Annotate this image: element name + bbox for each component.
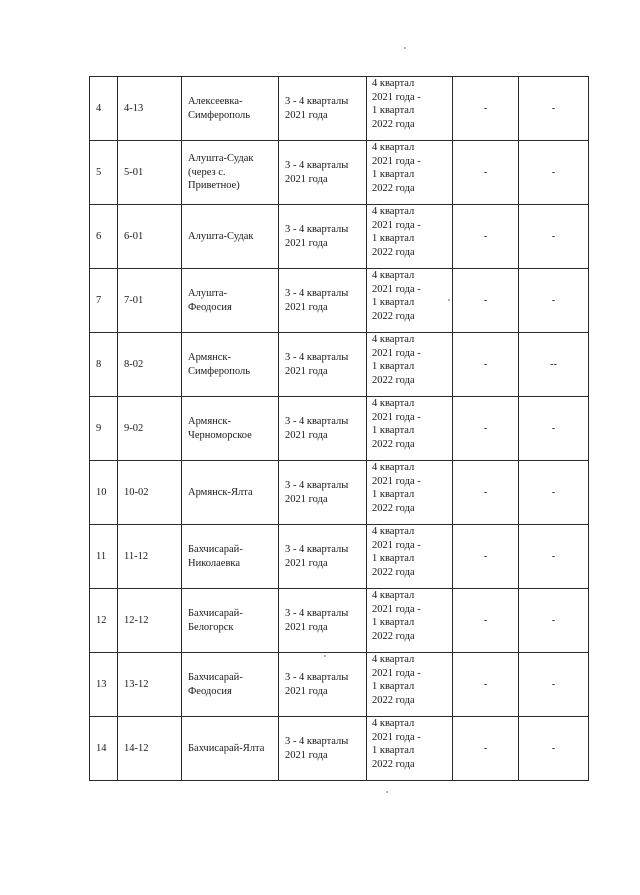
row-number: 12	[90, 589, 118, 653]
period-text: 3 - 4 кварталы 2021 года	[285, 352, 349, 377]
scan-speck	[386, 791, 388, 793]
route-name-text: Бахчисарай-Ялта	[188, 742, 265, 754]
col-b-cell: -	[519, 525, 589, 589]
col-a-cell: -	[453, 717, 519, 781]
route-code: 6-01	[118, 205, 182, 269]
table-row	[90, 141, 589, 205]
row-number: 13	[90, 653, 118, 717]
col-a-cell: -	[453, 397, 519, 461]
term-text: 4 квартал 2021 года - 1 квартал 2022 года	[372, 78, 421, 130]
route-name-text: Алушта-Судак	[188, 230, 254, 242]
route-name-text: Алушта- Феодосия	[188, 288, 232, 313]
route-code: 4-13	[118, 77, 182, 141]
route-name	[182, 269, 279, 333]
term-cell	[367, 525, 453, 589]
term-text: 4 квартал 2021 года - 1 квартал 2022 года	[372, 206, 421, 258]
col-a-cell: -	[453, 461, 519, 525]
term-text: 4 квартал 2021 года - 1 квартал 2022 года	[372, 398, 421, 450]
term-cell	[367, 333, 453, 397]
route-code: 5-01	[118, 141, 182, 205]
term-text: 4 квартал 2021 года - 1 квартал 2022 года	[372, 270, 421, 322]
term-text: 4 квартал 2021 года - 1 квартал 2022 года	[372, 654, 421, 706]
term-text: 4 квартал 2021 года - 1 квартал 2022 года	[372, 590, 421, 642]
term-cell	[367, 461, 453, 525]
period-text: 3 - 4 кварталы 2021 года	[285, 608, 349, 633]
col-b-cell: -	[519, 397, 589, 461]
col-a-cell: -	[453, 525, 519, 589]
table-row	[90, 77, 589, 141]
term-cell	[367, 397, 453, 461]
period-text: 3 - 4 кварталы 2021 года	[285, 480, 349, 505]
col-b-cell: -	[519, 269, 589, 333]
term-text: 4 квартал 2021 года - 1 квартал 2022 года	[372, 462, 421, 514]
route-code: 13-12	[118, 653, 182, 717]
period-text: 3 - 4 кварталы 2021 года	[285, 288, 349, 313]
route-code: 10-02	[118, 461, 182, 525]
route-code: 14-12	[118, 717, 182, 781]
route-name	[182, 141, 279, 205]
route-name-text: Бахчисарай- Феодосия	[188, 672, 243, 697]
routes-table	[89, 76, 589, 781]
route-code: 11-12	[118, 525, 182, 589]
term-cell	[367, 205, 453, 269]
route-name-text: Армянск- Черноморское	[188, 416, 252, 441]
period-text: 3 - 4 кварталы 2021 года	[285, 736, 349, 761]
route-name	[182, 77, 279, 141]
term-cell	[367, 269, 453, 333]
term-text: 4 квартал 2021 года - 1 квартал 2022 года	[372, 142, 421, 194]
row-number: 11	[90, 525, 118, 589]
col-b-cell: -	[519, 205, 589, 269]
term-text: 4 квартал 2021 года - 1 квартал 2022 года	[372, 526, 421, 578]
col-a-cell: -	[453, 205, 519, 269]
period-cell	[279, 525, 367, 589]
col-a-cell: -	[453, 77, 519, 141]
route-name	[182, 589, 279, 653]
table-row	[90, 269, 589, 333]
table-row	[90, 589, 589, 653]
col-a-cell: -	[453, 333, 519, 397]
route-name	[182, 717, 279, 781]
col-b-cell: -	[519, 589, 589, 653]
route-name-text: Бахчисарай- Николаевка	[188, 544, 243, 569]
period-cell	[279, 717, 367, 781]
scan-speck	[404, 47, 406, 49]
term-cell	[367, 717, 453, 781]
table-row	[90, 717, 589, 781]
table-row	[90, 205, 589, 269]
route-code: 7-01	[118, 269, 182, 333]
scan-speck	[324, 655, 326, 657]
period-cell	[279, 205, 367, 269]
table-row	[90, 333, 589, 397]
term-cell	[367, 653, 453, 717]
row-number: 8	[90, 333, 118, 397]
col-b-cell: -	[519, 141, 589, 205]
period-cell	[279, 461, 367, 525]
table-row	[90, 397, 589, 461]
route-name-text: Алексеевка- Симферополь	[188, 96, 250, 121]
route-name	[182, 205, 279, 269]
route-name	[182, 653, 279, 717]
col-b-cell: --	[519, 333, 589, 397]
col-a-cell: -	[453, 141, 519, 205]
scan-speck	[448, 299, 450, 301]
period-cell	[279, 589, 367, 653]
period-cell	[279, 653, 367, 717]
col-a-cell: -	[453, 653, 519, 717]
row-number: 4	[90, 77, 118, 141]
term-cell	[367, 589, 453, 653]
col-b-cell: -	[519, 653, 589, 717]
route-name	[182, 333, 279, 397]
route-name	[182, 461, 279, 525]
col-a-cell: -	[453, 589, 519, 653]
table-row	[90, 653, 589, 717]
period-cell	[279, 77, 367, 141]
term-text: 4 квартал 2021 года - 1 квартал 2022 года	[372, 334, 421, 386]
term-cell	[367, 77, 453, 141]
period-text: 3 - 4 кварталы 2021 года	[285, 96, 349, 121]
route-name-text: Алушта-Судак (через с. Приветное)	[188, 153, 254, 192]
routes-table-body	[90, 77, 589, 781]
route-code: 12-12	[118, 589, 182, 653]
period-cell	[279, 141, 367, 205]
period-cell	[279, 333, 367, 397]
row-number: 10	[90, 461, 118, 525]
route-code: 8-02	[118, 333, 182, 397]
col-b-cell: -	[519, 77, 589, 141]
route-name	[182, 525, 279, 589]
period-text: 3 - 4 кварталы 2021 года	[285, 672, 349, 697]
period-text: 3 - 4 кварталы 2021 года	[285, 160, 349, 185]
route-name	[182, 397, 279, 461]
term-text: 4 квартал 2021 года - 1 квартал 2022 года	[372, 718, 421, 770]
row-number: 7	[90, 269, 118, 333]
col-b-cell: -	[519, 717, 589, 781]
route-name-text: Армянск-Ялта	[188, 486, 253, 498]
col-b-cell: -	[519, 461, 589, 525]
row-number: 5	[90, 141, 118, 205]
route-name-text: Армянск- Симферополь	[188, 352, 250, 377]
row-number: 9	[90, 397, 118, 461]
period-cell	[279, 269, 367, 333]
term-cell	[367, 141, 453, 205]
row-number: 6	[90, 205, 118, 269]
route-name-text: Бахчисарай- Белогорск	[188, 608, 243, 633]
route-code: 9-02	[118, 397, 182, 461]
period-text: 3 - 4 кварталы 2021 года	[285, 544, 349, 569]
col-a-cell: -	[453, 269, 519, 333]
table-row	[90, 525, 589, 589]
period-cell	[279, 397, 367, 461]
period-text: 3 - 4 кварталы 2021 года	[285, 416, 349, 441]
row-number: 14	[90, 717, 118, 781]
period-text: 3 - 4 кварталы 2021 года	[285, 224, 349, 249]
table-row	[90, 461, 589, 525]
